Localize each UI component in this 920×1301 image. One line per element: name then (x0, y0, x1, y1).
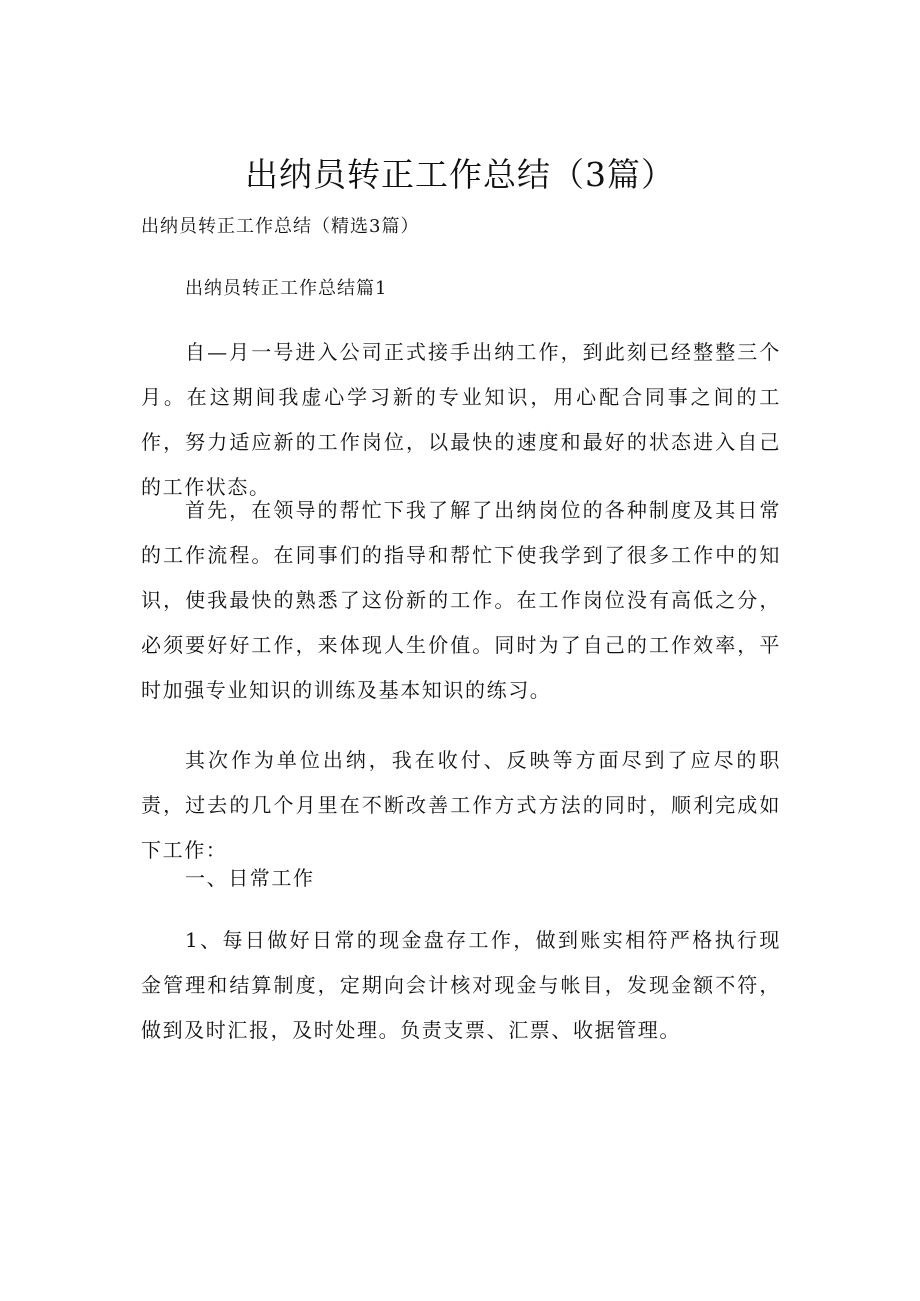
paragraph-1: 自—月一号进入公司正式接手出纳工作，到此刻已经整整三个月。在这期间我虚心学习新的专业知识，用心配合同事之间的工作，努力适应新的工作岗位，以最快的速度和最好的状态进入自己的工作状态。 (141, 340, 781, 499)
list-item-1: 1、每日做好日常的现金盘存工作，做到账实相符严格执行现金管理和结算制度，定期向会计核对现金与帐目，发现金额不符，做到及时汇报，及时处理。负责支票、汇票、收据管理。 (141, 928, 781, 1042)
paragraph-3: 其次作为单位出纳，我在收付、反映等方面尽到了应尽的职责，过去的几个月里在不断改善工作方式方法的同时，顺利完成如下工作： (141, 748, 781, 862)
subsection-heading: 一、日常工作 (185, 866, 315, 890)
section-heading: 出纳员转正工作总结篇1 (185, 278, 388, 299)
document-subtitle: 出纳员转正工作总结（精选3篇） (141, 216, 420, 237)
paragraph-2: 首先，在领导的帮忙下我了解了出纳岗位的各种制度及其日常的工作流程。在同事们的指导和帮忙下使我学到了很多工作中的知识，使我最快的熟悉了这份新的工作。在工作岗位没有高低之分，必须要好好工作，来体现人生价值。同时为了自己的工作效率，平时加强专业知识的训练及基本知识的练习。 (141, 498, 781, 702)
document-title: 出纳员转正工作总结（3篇） (245, 155, 675, 194)
